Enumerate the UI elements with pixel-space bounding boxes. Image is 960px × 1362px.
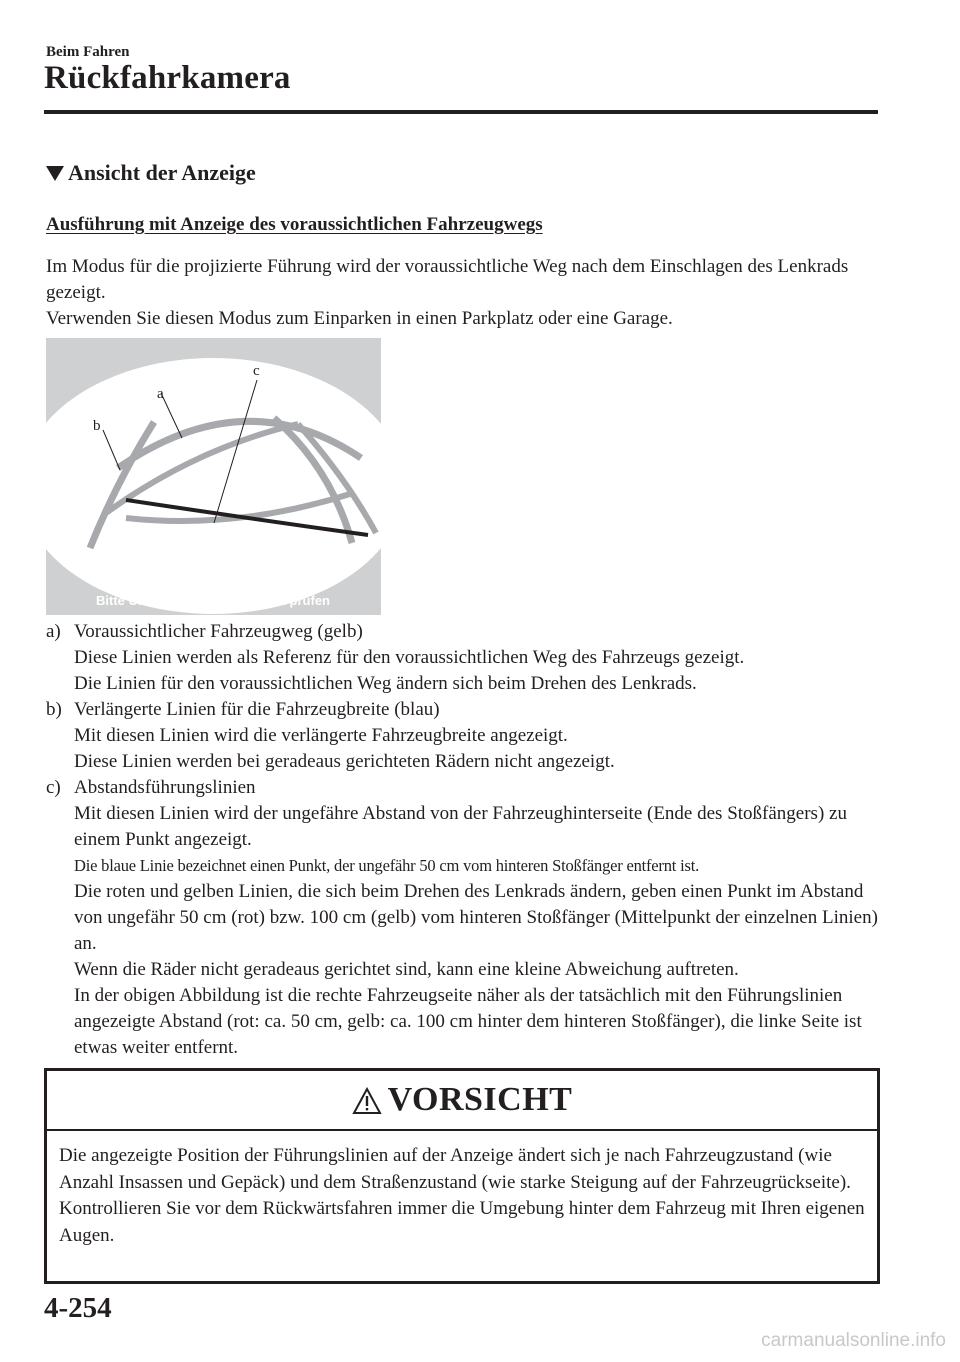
caution-text bbox=[47, 1131, 877, 1249]
definition-title: Voraussichtlicher Fahrzeugweg (gelb) bbox=[74, 621, 363, 642]
caution-paragraph: Kontrollieren Sie vor dem Rückwärtsfahren immer die Umgebung hinter dem Fahrzeug mit Ihren eigenen Augen. bbox=[59, 1198, 865, 1246]
definition-line: Die Linien für den voraussichtlichen Weg ändern sich beim Drehen des Lenkrads. bbox=[74, 673, 697, 694]
definition-line: Wenn die Räder nicht geradeaus gerichtet sind, kann eine kleine Abweichung auftreten. bbox=[74, 959, 739, 980]
caution-header bbox=[47, 1071, 877, 1131]
definition-title: Abstandsführungslinien bbox=[74, 777, 256, 798]
callout-c: c bbox=[253, 363, 260, 379]
definition-note: Die blaue Linie bezeichnet einen Punkt, der ungefähr 50 cm vom hinteren Stoßfänger entfernt ist. bbox=[74, 856, 700, 875]
definition-list bbox=[46, 619, 896, 1061]
page-title: Rückfahrkamera bbox=[44, 60, 291, 96]
header-rule bbox=[44, 110, 878, 114]
definition-title: Verlängerte Linien für die Fahrzeugbreite (blau) bbox=[74, 699, 440, 720]
callout-b: b bbox=[93, 418, 101, 434]
definition-line: Mit diesen Linien wird der ungefähre Abstand von der Fahrzeughinterseite (Ende des Stoßfängers) zu einem Punkt angezeigt. bbox=[74, 803, 847, 850]
definition-key: a) bbox=[46, 621, 61, 642]
definition-key: c) bbox=[46, 777, 61, 798]
definition-item-b bbox=[46, 697, 896, 775]
intro-line: Im Modus für die projizierte Führung wird der voraussichtliche Weg nach dem Einschlagen des Lenkrads gezeigt. bbox=[46, 256, 849, 303]
definition-line: Mit diesen Linien wird die verlängerte Fahrzeugbreite angezeigt. bbox=[74, 725, 568, 746]
caution-paragraph: Die angezeigte Position der Führungslinien auf der Anzeige ändert sich je nach Fahrzeugzustand (wie Anzahl Insassen und Gepäck) und dem Straßenzustand (wie starke Steigung auf der Fahrzeugrückseite). bbox=[59, 1145, 851, 1193]
sub-heading bbox=[46, 160, 256, 186]
definition-item-a bbox=[46, 619, 896, 697]
warning-triangle-icon bbox=[352, 1087, 382, 1115]
triangle-down-icon bbox=[46, 166, 64, 181]
definition-line: Diese Linien werden bei geradeaus gerichteten Rädern nicht angezeigt. bbox=[74, 751, 615, 772]
sub-heading-text: Ansicht der Anzeige bbox=[68, 160, 256, 185]
intro-line: Verwenden Sie diesen Modus zum Einparken in einen Parkplatz oder eine Garage. bbox=[46, 308, 673, 329]
camera-display-illustration bbox=[46, 338, 381, 615]
intro-paragraph bbox=[46, 254, 886, 332]
definition-line: Diese Linien werden als Referenz für den voraussichtlichen Weg des Fahrzeugs gezeigt. bbox=[74, 647, 745, 668]
page-number: 4-254 bbox=[44, 1292, 112, 1324]
definition-line: In der obigen Abbildung ist die rechte Fahrzeugseite näher als der tatsächlich mit den Führungslinien angezeigte Abstand (rot: ca. 50 cm, gelb: ca. 100 cm hinter dem hinteren Stoßfänger), die linke Seite ist etwas weiter entfernt. bbox=[74, 985, 862, 1058]
variant-title: Ausführung mit Anzeige des voraussichtlichen Fahrzeugwegs bbox=[46, 214, 543, 235]
section-label: Beim Fahren bbox=[46, 44, 130, 60]
callout-a: a bbox=[157, 386, 164, 402]
definition-item-c bbox=[46, 775, 896, 1061]
definition-line: Die roten und gelben Linien, die sich beim Drehen des Lenkrads ändern, geben einen Punkt im Abstand von ungefähr 50 cm (rot) bzw. 100 cm (gelb) vom hinteren Stoßfänger (Mittelpunkt der einzelnen Linien) an. bbox=[74, 881, 878, 954]
definition-key: b) bbox=[46, 699, 62, 720]
watermark: carmanualsonline.info bbox=[761, 1330, 946, 1351]
safety-banner-text: Bitte Umgebung auf Sicherheit prüfen bbox=[95, 593, 331, 608]
caution-title: VORSICHT bbox=[387, 1081, 573, 1118]
caution-box bbox=[44, 1068, 880, 1284]
